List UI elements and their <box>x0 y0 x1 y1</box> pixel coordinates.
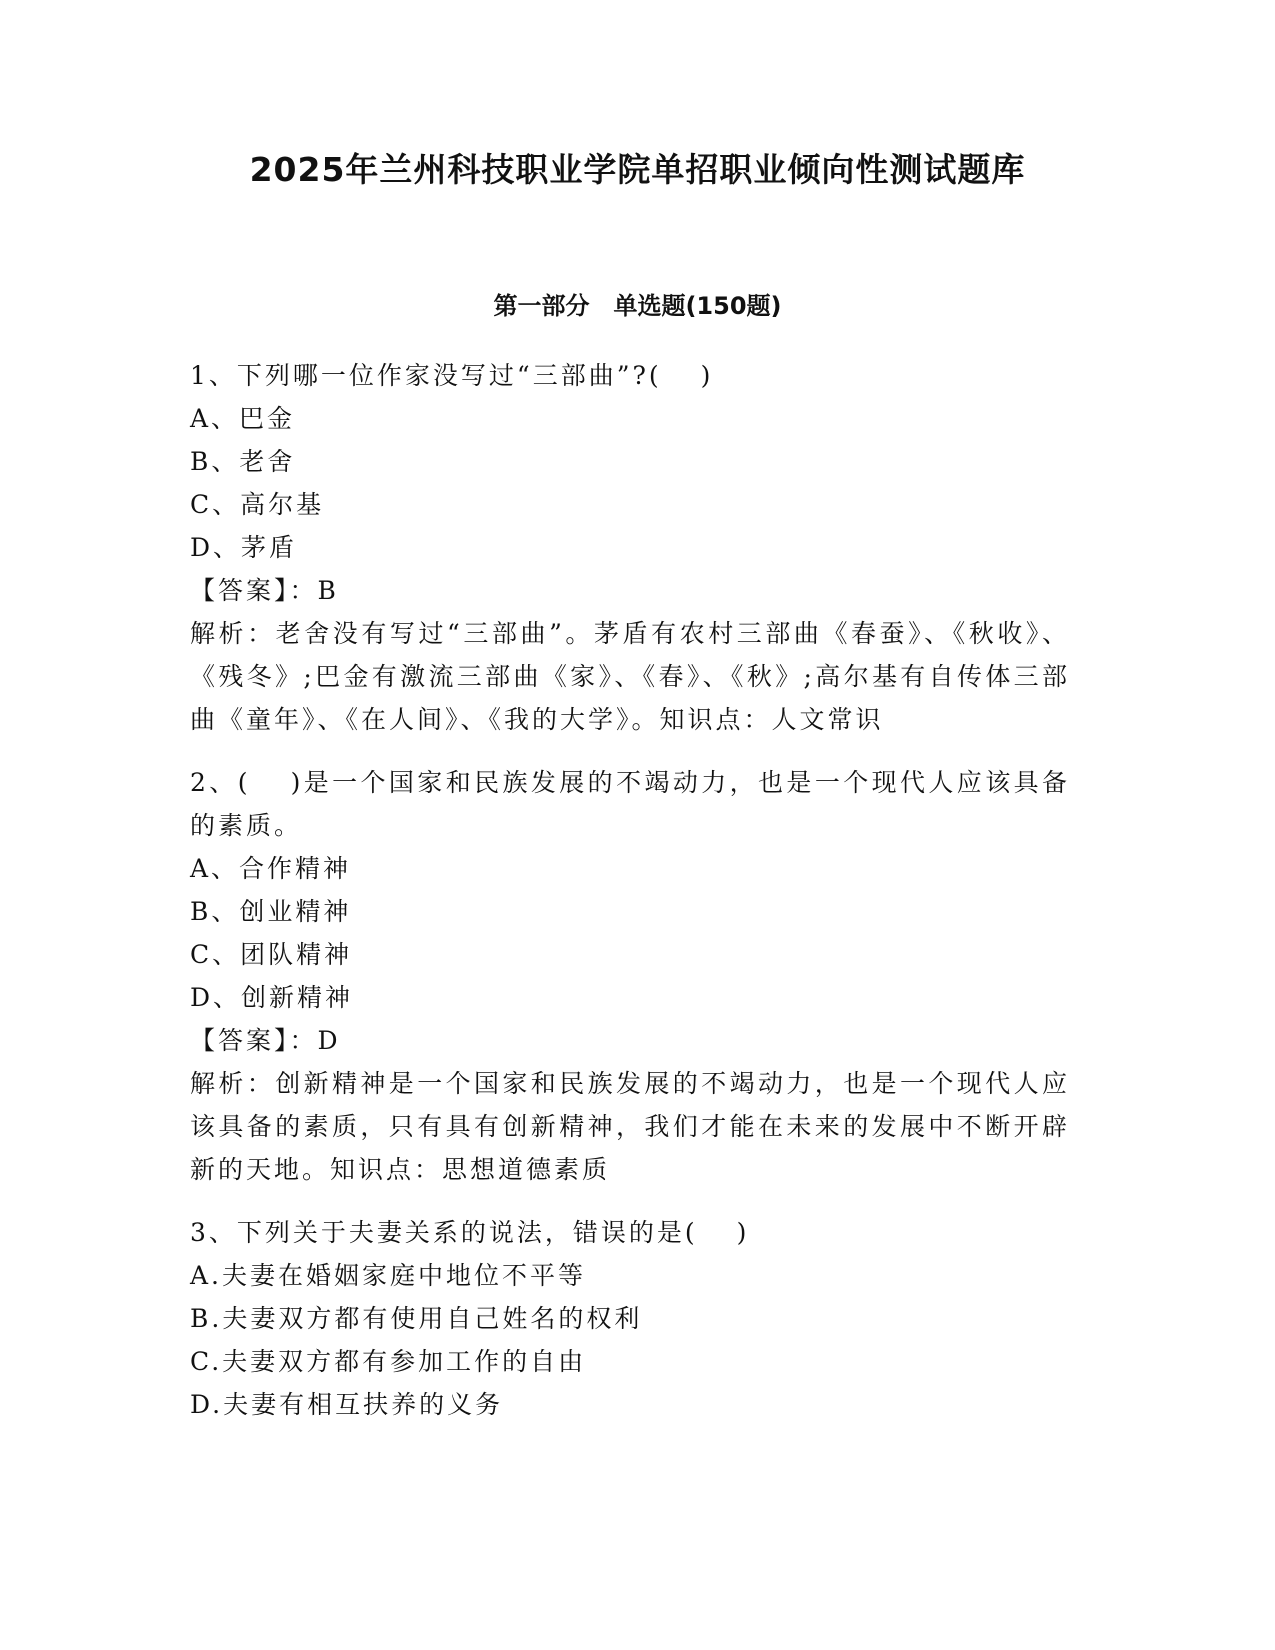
option-b: B、创业精神 <box>190 897 352 926</box>
question-list <box>190 354 1070 1446</box>
question-stem: 2、( )是一个国家和民族发展的不竭动力，也是一个现代人应该具备的素质。 <box>190 768 1070 840</box>
option-a: A、巴金 <box>190 404 296 433</box>
question-stem: 1、下列哪一位作家没写过“三部曲”?( ) <box>190 361 714 390</box>
question-2 <box>190 761 1070 1191</box>
option-c: C、高尔基 <box>190 490 325 519</box>
analysis-text: 解析：创新精神是一个国家和民族发展的不竭动力，也是一个现代人应该具备的素质，只有具有创新精神，我们才能在未来的发展中不断开辟新的天地。知识点：思想道德素质 <box>190 1069 1070 1184</box>
option-b: B、老舍 <box>190 447 296 476</box>
option-a: A、合作精神 <box>190 854 352 883</box>
question-stem: 3、下列关于夫妻关系的说法，错误的是( ) <box>190 1218 750 1247</box>
section-title: 第一部分 单选题(150题) <box>493 292 782 320</box>
answer-label: 【答案】： <box>190 1026 318 1055</box>
option-d: D.夫妻有相互扶养的义务 <box>190 1390 504 1419</box>
question-3 <box>190 1211 1070 1426</box>
option-d: D、茅盾 <box>190 533 298 562</box>
answer-value: B <box>317 576 339 605</box>
answer-line <box>190 1019 1070 1062</box>
option-c: C、团队精神 <box>190 940 353 969</box>
option-a: A.夫妻在婚姻家庭中地位不平等 <box>190 1261 587 1290</box>
option-b: B.夫妻双方都有使用自己姓名的权利 <box>190 1304 643 1333</box>
answer-line <box>190 569 1070 612</box>
document-title: 2025年兰州科技职业学院单招职业倾向性测试题库 <box>249 150 1026 189</box>
question-1 <box>190 354 1070 741</box>
answer-label: 【答案】： <box>190 576 318 605</box>
option-c: C.夫妻双方都有参加工作的自由 <box>190 1347 587 1376</box>
analysis-text: 解析：老舍没有写过“三部曲”。茅盾有农村三部曲《春蚕》、《秋收》、《残冬》;巴金有激流三部曲《家》、《春》、《秋》;高尔基有自传体三部曲《童年》、《在人间》、《我的大学》。知识点：人文常识 <box>190 619 1070 734</box>
option-d: D、创新精神 <box>190 983 354 1012</box>
answer-value: D <box>317 1026 341 1055</box>
